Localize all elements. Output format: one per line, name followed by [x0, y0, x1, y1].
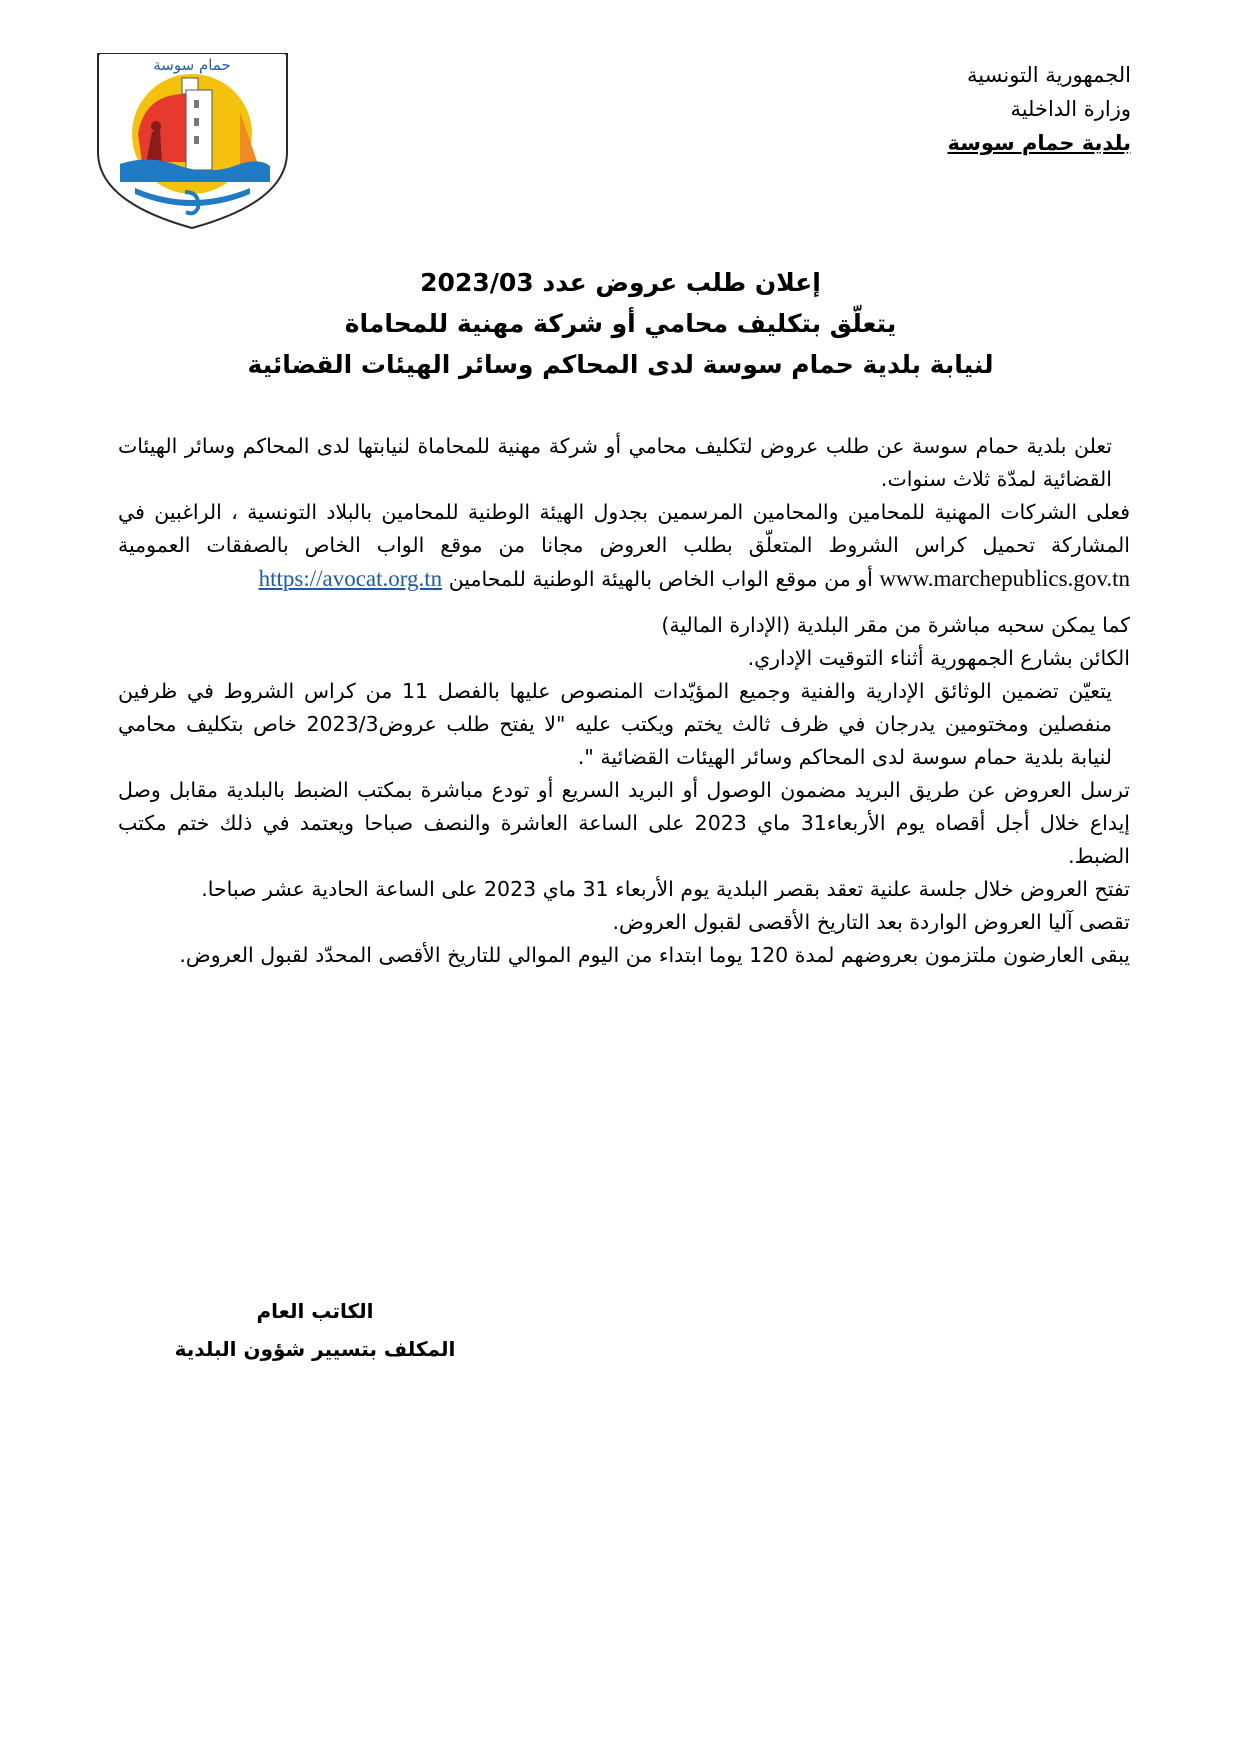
body-paragraph-7: تقصى آليا العروض الواردة بعد التاريخ الأقصى لقبول العروض.	[612, 910, 1130, 934]
body-paragraph-3-line-2: الكائن بشارع الجمهورية أثناء التوقيت الإداري.	[747, 646, 1130, 670]
header-republic: الجمهورية التونسية	[967, 63, 1131, 87]
body-p2-text-2: أو من موقع الواب الخاص بالهيئة الوطنية للمحامين	[448, 567, 873, 591]
header-municipality: بلدية حمام سوسة	[947, 131, 1131, 155]
title-line-2: يتعلّق بتكليف محامي أو شركة مهنية للمحاماة	[344, 309, 897, 338]
title-line-3: لنيابة بلدية حمام سوسة لدى المحاكم وسائر الهيئات القضائية	[247, 350, 994, 379]
letterhead	[731, 58, 1131, 160]
signature-title: الكاتب العام	[256, 1299, 374, 1323]
signature-block	[150, 1292, 480, 1368]
body-paragraph-3-line-1: كما يمكن سحبه مباشرة من مقر البلدية (الإدارة المالية)	[661, 613, 1130, 637]
body-paragraph-2	[118, 496, 1130, 596]
notice-body	[118, 430, 1130, 972]
bar-association-link[interactable]: https://avocat.org.tn	[258, 566, 443, 591]
signature-role: المكلف بتسيير شؤون البلدية	[174, 1337, 456, 1361]
logo-banner-text: حمام سوسة	[153, 56, 231, 74]
procurement-url-text: www.marchepublics.gov.tn	[879, 566, 1130, 591]
municipality-crest-icon	[90, 42, 295, 232]
body-paragraph-4: يتعيّن تضمين الوثائق الإدارية والفنية وجميع المؤيّدات المنصوص عليها بالفصل 11 من كراس الشروط في ظرفين منفصلين ومختومين يدرجان في ظرف ثالث يختم ويكتب عليه "لا يفتح طلب عروض2023/3 خاص بتكليف محامي لنيابة بلدية حمام سوسة لدى المحاكم وسائر الهيئات القضائية ".	[118, 679, 1112, 769]
body-paragraph-6: تفتح العروض خلال جلسة علنية تعقد بقصر البلدية يوم الأربعاء 31 ماي 2023 على الساعة الحادية عشر صباحا.	[201, 877, 1130, 901]
notice-title	[110, 262, 1131, 385]
title-line-1: إعلان طلب عروض عدد 2023/03	[420, 268, 821, 297]
body-paragraph-8: يبقى العارضون ملتزمون بعروضهم لمدة 120 يوما ابتداء من اليوم الموالي للتاريخ الأقصى المحدّد لقبول العروض.	[179, 943, 1130, 967]
body-p2-text-1: فعلى الشركات المهنية للمحامين والمحامين المرسمين بجدول الهيئة الوطنية للمحامين بالبلاد التونسية ، الراغبين في المشاركة تحميل كراس الشروط المتعلّق بطلب العروض مجانا من موقع الواب الخاص بالصفقات العمومية	[118, 500, 1130, 557]
header-ministry: وزارة الداخلية	[1010, 97, 1131, 121]
body-paragraph-1: تعلن بلدية حمام سوسة عن طلب عروض لتكليف محامي أو شركة مهنية للمحاماة لنيابتها لدى المحاكم وسائر الهيئات القضائية لمدّة ثلاث سنوات.	[118, 434, 1112, 491]
body-paragraph-5: ترسل العروض عن طريق البريد مضمون الوصول أو البريد السريع أو تودع مباشرة بمكتب الضبط بالبلدية مقابل وصل إيداع خلال أجل أقصاه يوم الأربعاء31 ماي 2023 على الساعة العاشرة والنصف صباحا ويعتمد في ذلك ختم مكتب الضبط.	[118, 778, 1130, 868]
